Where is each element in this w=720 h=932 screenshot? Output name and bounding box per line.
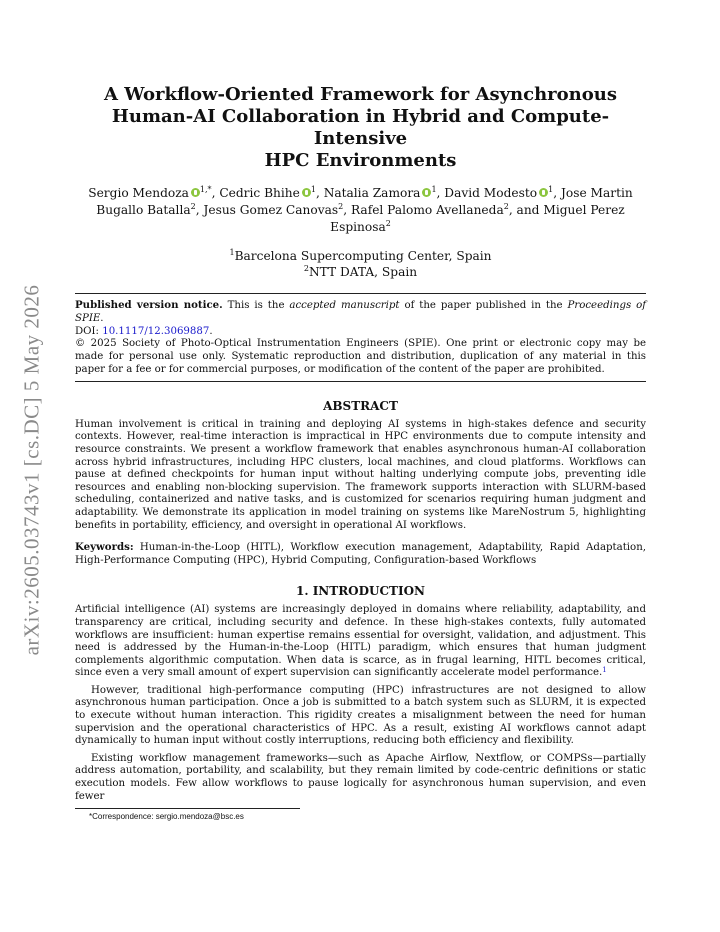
introduction-heading: 1. INTRODUCTION	[295, 584, 426, 599]
orcid-icon[interactable]	[302, 188, 311, 197]
author	[88, 186, 211, 200]
affiliation-list	[75, 248, 646, 280]
abstract-text: Human involvement is critical in training and deploying AI systems in high-stakes defence and security contexts. However, real-time interaction is impractical in HPC environments due to compute intensity and resource constraints. We present a workflow framework that enables asynchronous human-AI collaboration across hybrid infrastructures, including HPC clusters, local machines, and cloud platforms. Workflows can pause at defined checkpoints for human input without halting underlying compute jobs, preventing idle resources and enabling non-blocking supervision. The framework supports interaction with SLURM-based scheduling, containerized and native tasks, and is customized for scenarios requiring human judgment and adaptability. We demonstrate its application in model training on systems like MareNostrum 5, highlighting benefits in portability, efficiency, and oversight in operational AI workflows.	[75, 418, 646, 531]
arxiv-stamp	[12, 260, 52, 680]
affiliation	[75, 264, 646, 280]
author-affiliation-mark: 2	[385, 218, 391, 228]
publication-notice	[75, 293, 646, 382]
paper-title	[75, 84, 646, 172]
author	[219, 186, 316, 200]
author-affiliation-mark: 1	[548, 184, 554, 194]
author-list: Sergio Mendoza $^{1,*}$, Cedric Bhihe $^1$, Natalia Zamora $^1$, David Modesto $^1$, Jose Martin Bugallo Batalla$^2$, Jesus Gomez Canovas$^2$, Rafel Palomo Avellaneda$^2$, and Miguel Perez Espinosa$^2$	[88, 184, 633, 234]
intro-paragraph-3: Existing workflow management frameworks—such as Apache Airflow, Nextflow, or COMPSs—partially address automation, portability, and scalability, but they remain limited by code-centric definitions or static execution models. Few allow workflows to pause logically for asynchronous human supervision, and even fewer	[75, 752, 646, 802]
affiliation-text: Barcelona Supercomputing Center, Spain	[234, 249, 492, 263]
doi-label: DOI:	[75, 325, 103, 337]
author	[203, 203, 343, 217]
intro-paragraph-1-text: Artificial intelligence (AI) systems are increasingly deployed in domains where reliability, adaptability, and transparency are critical, including security and defence. In these high-stakes contexts, fully automated workflows are insufficient: human expertise remains essential for oversight, validation, and adjustment. This need is addressed by the Human-in-the-Loop (HITL) paradigm, which ensures that human judgment complements algorithmic computation. When data is scarce, as in frugal learning, HITL becomes critical, since even a very small amount of expert supervision can significantly accelerate model performance.	[75, 604, 646, 679]
author-name: Rafel Palomo Avellaneda	[350, 203, 504, 217]
intro-paragraph-1	[75, 604, 646, 680]
author-name: Sergio Mendoza	[88, 186, 189, 200]
footnote-rule	[75, 808, 300, 809]
notice-text-end: .	[100, 312, 104, 324]
author-name: David Modesto	[444, 186, 538, 200]
author-affiliation-mark: 2	[338, 201, 344, 211]
author-affiliation-mark: 1	[431, 184, 437, 194]
intro-paragraph-2: However, traditional high-performance computing (HPC) infrastructures are not designed to allow asynchronous human participation. Once a job is submitted to a batch system such as SLURM, it is expected to execute without human interaction. This rigidity creates a misalignment between the need for human supervision and the operational characteristics of HPC. As a result, existing AI workflows cannot adapt dynamically to human input without costly interruptions, reducing both efficiency and flexibility.	[75, 684, 646, 747]
author-affiliation-mark: 1,*	[199, 184, 212, 194]
author-name: Miguel Perez Espinosa	[330, 203, 625, 234]
notice-text-mid: of the paper published in the	[399, 300, 568, 311]
keywords-text: Human-in-the-Loop (HITL), Workflow execution management, Adaptability, Rapid Adaptation, High-Performance Computing (HPC), Hybrid Computing, Configuration-based Workflows	[75, 542, 646, 566]
title-line-3: HPC Environments	[264, 150, 457, 171]
author	[444, 186, 553, 200]
doi-end: .	[209, 325, 213, 337]
author-affiliation-mark: 2	[503, 201, 509, 211]
author-affiliation-mark: 1	[310, 184, 316, 194]
notice-text: This is the	[222, 300, 290, 311]
author-name: Natalia Zamora	[323, 186, 421, 200]
title-line-2: Human-AI Collaboration in Hybrid and Compute-Intensive	[111, 106, 610, 149]
author-name: Cedric Bhihe	[219, 186, 300, 200]
copyright-notice: © 2025 Society of Photo-Optical Instrumentation Engineers (SPIE). One print or electronic copy may be made for personal use only. Systematic reproduction and distribution, duplication of any material in this paper for a fee or for commercial purposes, or modification of the content of the paper are prohibited.	[75, 338, 646, 375]
author-name: Jose Martin Bugallo Batalla	[96, 186, 633, 217]
notice-heading: Published version notice.	[75, 299, 223, 311]
title-line-1: A Workflow-Oriented Framework for Asynchronous	[104, 84, 617, 105]
affiliation-mark: 2	[303, 263, 309, 273]
orcid-icon[interactable]	[422, 188, 431, 197]
orcid-icon[interactable]	[191, 188, 200, 197]
affiliation-text: NTT DATA, Spain	[308, 265, 418, 279]
citation-ref[interactable]: 1	[602, 666, 607, 675]
author	[324, 186, 437, 200]
orcid-icon[interactable]	[539, 188, 548, 197]
author	[351, 203, 509, 217]
arxiv-stamp-text: arXiv:2605.03743v1 [cs.DC] 5 May 2026	[19, 284, 44, 656]
author-affiliation-mark: 2	[190, 201, 196, 211]
affiliation-mark: 1	[229, 247, 235, 257]
keywords	[75, 541, 646, 567]
author-name: Jesus Gomez Canovas	[203, 203, 339, 217]
notice-proceedings: Proceedings of SPIE	[75, 300, 647, 324]
notice-accepted: accepted manuscript	[289, 300, 400, 311]
correspondence-footnote: *Correspondence: sergio.mendoza@bsc.es	[89, 812, 244, 822]
paper-page	[75, 84, 646, 822]
keywords-label: Keywords:	[75, 541, 134, 554]
affiliation	[75, 248, 646, 264]
doi-link[interactable]: 10.1117/12.3069887	[102, 325, 210, 337]
abstract-heading: ABSTRACT	[323, 398, 398, 413]
